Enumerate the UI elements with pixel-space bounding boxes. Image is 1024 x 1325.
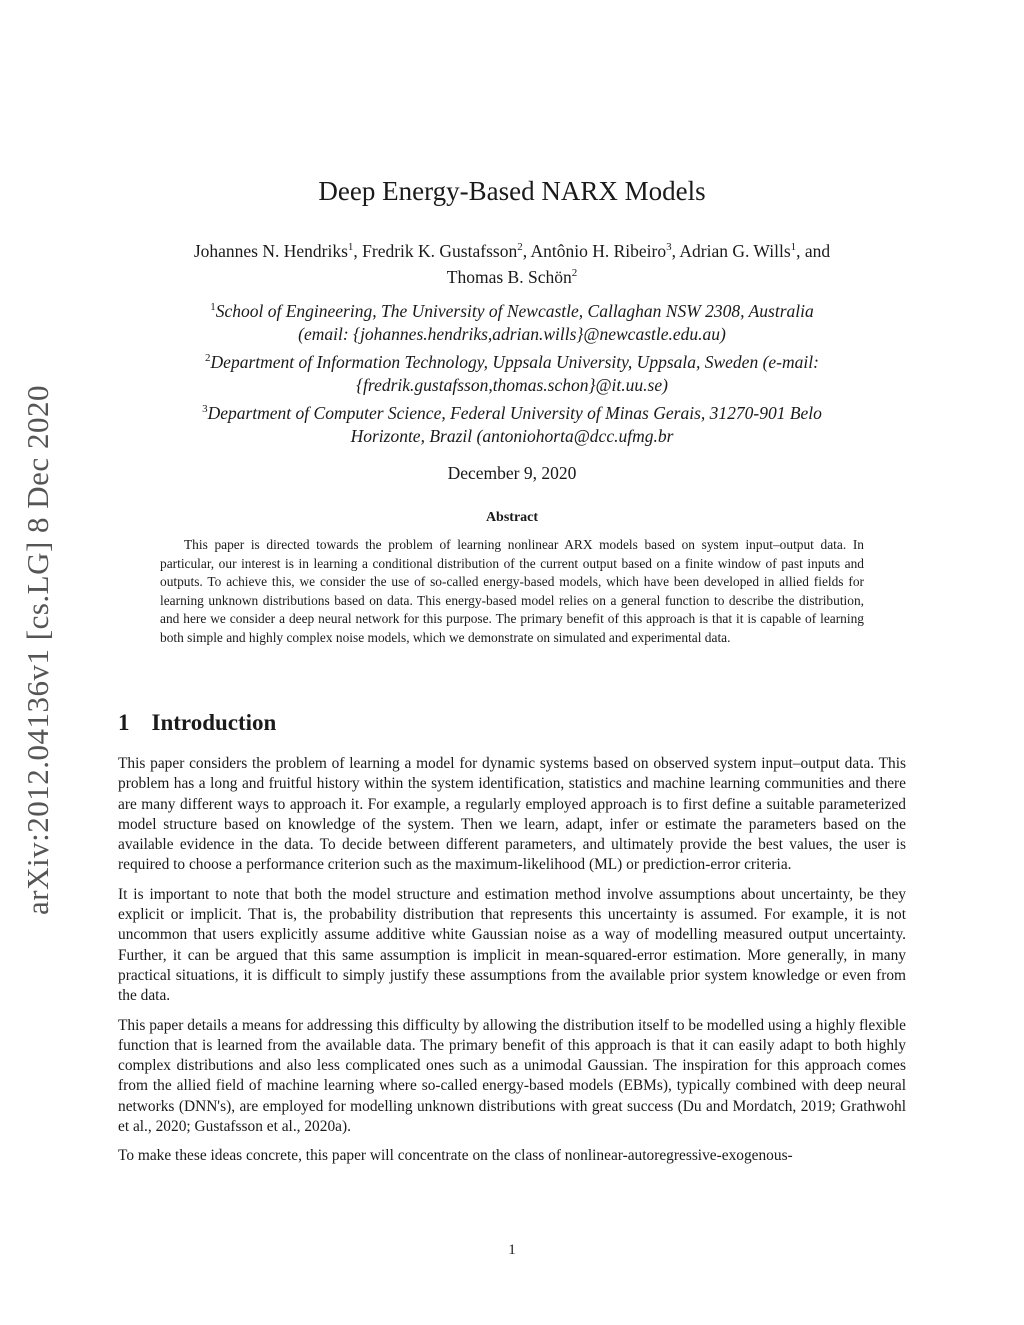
author-name: , Antônio H. Ribeiro (522, 240, 667, 261)
section-number: 1 (118, 710, 130, 735)
section-body (118, 754, 906, 1176)
paragraph: This paper details a means for addressing this difficulty by allowing the distribution itself to be modelled using a highly flexible function that is learned from the available data. The primary benefit of this approach is that it can easily adapt to both highly complex distributions and also less complicated ones such as a unimodal Gaussian. The inspiration for this approach comes from the allied field of machine learning where so-called energy-based models (EBMs), typically combined with deep neural networks (DNN's), are employed for modelling unknown distributions with great success (Du and Mordatch, 2019; Grathwohl et al., 2020; Gustafsson et al., 2020a). (118, 1016, 906, 1136)
author-name: , Fredrik K. Gustafsson (353, 240, 518, 261)
affiliation (118, 398, 906, 449)
section-heading (118, 710, 276, 736)
paragraph: To make these ideas concrete, this paper will concentrate on the class of nonlinear-autoregressive-exogenous- (118, 1147, 793, 1165)
affiliation-list (118, 296, 906, 448)
author-affil-mark: 2 (517, 241, 523, 253)
affiliation-line: School of Engineering, The University of Newcastle, Callaghan NSW 2308, Australia (215, 300, 814, 321)
affiliation-mark: 1 (210, 301, 216, 313)
affiliation (118, 347, 906, 398)
page-number: 1 (508, 1242, 516, 1258)
paper-date: December 9, 2020 (447, 463, 577, 483)
author-affil-mark: 1 (790, 241, 797, 253)
author-affil-mark: 3 (666, 241, 672, 253)
arxiv-identifier: arXiv:2012.04136v1 [cs.LG] 8 Dec 2020 (20, 385, 55, 915)
author-conjunction: , and (796, 240, 831, 261)
author-affil-mark: 1 (347, 241, 354, 253)
paragraph: It is important to note that both the model structure and estimation method involve assumptions about uncertainty, be they explicit or implicit. That is, the probability distribution that represents this uncertainty is assumed. For example, it is not uncommon that users explicitly assume additive white Gaussian noise as a way of modelling measured output uncertainty. Further, it can be argued that this same assumption is implicit in mean-squared-error estimation. More generally, in many practical situations, it is difficult to simply justify these assumptions from the available prior system knowledge or even from the data. (118, 885, 906, 1005)
paragraph: This paper considers the problem of learning a model for dynamic systems based on observed system input–output data. This problem has a long and fruitful history within the system identification, statistics and machine learning communities and there are many different ways to approach it. For example, a regularly employed approach is to first define a suitable parameterized model structure based on knowledge of the system. Then we learn, adapt, infer or estimate the parameters based on the available evidence in the data. To decide between different parameters, and ultimately provide the best values, the user is required to choose a performance criterion such as the maximum-likelihood (ML) or prediction-error criteria. (118, 755, 906, 874)
affiliation-line: Department of Information Technology, Uppsala University, Uppsala, Sweden (e-mail: (210, 351, 819, 372)
abstract-heading: Abstract (485, 510, 539, 525)
affiliation-mark: 2 (205, 351, 211, 364)
affiliation-mark: 3 (202, 402, 208, 415)
author-name: Johannes N. Hendriks (193, 240, 348, 261)
author-affil-mark: 2 (571, 266, 578, 279)
author-name: , Adrian G. Wills (671, 240, 791, 261)
author-name: Thomas B. Schön (446, 266, 572, 287)
affiliation-email: Horizonte, Brazil (antoniohorta@dcc.ufmg.br (350, 425, 674, 446)
paper-title: Deep Energy-Based NARX Models (318, 176, 706, 206)
section-title: Introduction (151, 710, 277, 735)
affiliation (118, 296, 906, 347)
affiliation-email: {fredrik.gustafsson,thomas.schon}@it.uu.se) (356, 375, 668, 396)
affiliation-email: (email: {johannes.hendriks,adrian.wills}@newcastle.edu.au) (298, 324, 726, 345)
abstract-text: This paper is directed towards the problem of learning nonlinear ARX models based on system input–output data. In particular, our interest is in learning a conditional distribution of the current output based on a finite window of past inputs and outputs. To achieve this, we consider the use of so-called energy-based models, which have been developed in allied fields for learning unknown distributions based on data. This energy-based model relies on a general function to describe the distribution, and here we consider a deep neural network for this purpose. The primary benefit of this approach is that it is capable of learning both simple and highly complex noise models, which we demonstrate on simulated and experimental data. (160, 537, 864, 645)
author-list (118, 236, 906, 288)
arxiv-sidebar-stamp (18, 360, 58, 940)
affiliation-line: Department of Computer Science, Federal University of Minas Gerais, 31270-901 Belo (207, 402, 822, 423)
